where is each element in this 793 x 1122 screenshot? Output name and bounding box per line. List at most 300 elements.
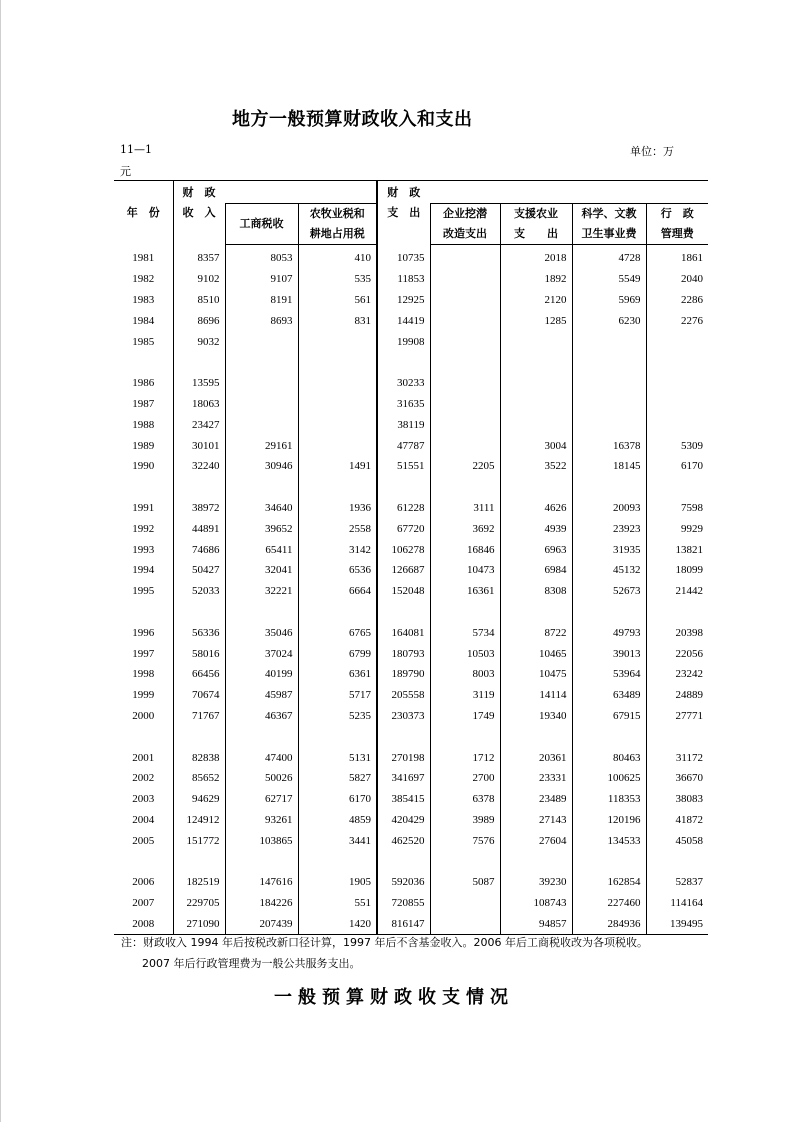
spacer-cell xyxy=(173,352,225,373)
cell-revenue: 32240 xyxy=(173,456,225,477)
cell-enterprise: 3111 xyxy=(430,498,500,519)
spacer-cell xyxy=(572,352,646,373)
table-row xyxy=(114,768,708,789)
cell-year: 2005 xyxy=(132,834,155,847)
spacer-cell xyxy=(572,726,646,747)
cell-science: 53964 xyxy=(572,664,646,685)
cell-expenditure: 51551 xyxy=(377,456,430,477)
cell-year: 1995 xyxy=(132,585,155,598)
spacer-cell xyxy=(430,602,500,623)
header-revenue-group-spacer xyxy=(225,181,298,204)
cell-science: 284936 xyxy=(572,914,646,935)
cell-expenditure: 31635 xyxy=(377,394,430,415)
cell-revenue: 50427 xyxy=(173,560,225,581)
cell-revenue: 23427 xyxy=(173,414,225,435)
cell-science xyxy=(572,414,646,435)
revenue-expenditure-table xyxy=(114,180,708,935)
cell-science: 39013 xyxy=(572,643,646,664)
cell-expenditure: 816147 xyxy=(377,914,430,935)
cell-expenditure: 164081 xyxy=(377,622,430,643)
cell-business-tax xyxy=(225,331,298,352)
cell-agriculture: 23489 xyxy=(500,789,572,810)
cell-year: 2007 xyxy=(132,897,155,910)
cell-business-tax: 32221 xyxy=(225,581,298,602)
cell-year: 1985 xyxy=(132,335,155,348)
table-row xyxy=(114,331,708,352)
cell-science xyxy=(572,373,646,394)
cell-expenditure: 189790 xyxy=(377,664,430,685)
cell-agriculture: 3522 xyxy=(500,456,572,477)
cell-admin: 45058 xyxy=(646,830,708,851)
cell-science: 67915 xyxy=(572,706,646,727)
cell-business-tax: 29161 xyxy=(225,435,298,456)
cell-expenditure: 126687 xyxy=(377,560,430,581)
cell-admin: 7598 xyxy=(646,498,708,519)
cell-revenue: 70674 xyxy=(173,685,225,706)
cell-enterprise: 5734 xyxy=(430,622,500,643)
cell-agri-tax: 551 xyxy=(298,893,377,914)
cell-science: 120196 xyxy=(572,810,646,831)
cell-enterprise xyxy=(430,394,500,415)
cell-revenue: 56336 xyxy=(173,622,225,643)
cell-enterprise xyxy=(430,414,500,435)
spacer-row xyxy=(114,726,708,747)
cell-science: 5969 xyxy=(572,290,646,311)
table-row xyxy=(114,643,708,664)
page-title: 地方一般预算财政收入和支出 xyxy=(232,109,473,130)
spacer-cell xyxy=(298,726,377,747)
cell-admin: 27771 xyxy=(646,706,708,727)
spacer-cell xyxy=(173,726,225,747)
table-number: 11—1 xyxy=(120,143,152,156)
cell-agriculture xyxy=(500,414,572,435)
cell-agri-tax xyxy=(298,435,377,456)
cell-agri-tax: 3441 xyxy=(298,830,377,851)
cell-agriculture: 6984 xyxy=(500,560,572,581)
spacer-cell xyxy=(114,352,173,373)
header-expenditure-group-spacer-3 xyxy=(572,181,646,204)
cell-revenue: 44891 xyxy=(173,518,225,539)
cell-expenditure: 205558 xyxy=(377,685,430,706)
spacer-cell xyxy=(114,602,173,623)
cell-agri-tax: 3142 xyxy=(298,539,377,560)
table-row xyxy=(114,498,708,519)
cell-agri-tax: 561 xyxy=(298,290,377,311)
cell-admin: 23242 xyxy=(646,664,708,685)
spacer-cell xyxy=(173,477,225,498)
cell-agri-tax: 6765 xyxy=(298,622,377,643)
cell-enterprise xyxy=(430,893,500,914)
cell-admin xyxy=(646,394,708,415)
cell-business-tax: 37024 xyxy=(225,643,298,664)
cell-agriculture: 23331 xyxy=(500,768,572,789)
table-row xyxy=(114,245,708,269)
spacer-cell xyxy=(298,352,377,373)
cell-agriculture: 94857 xyxy=(500,914,572,935)
cell-enterprise: 6378 xyxy=(430,789,500,810)
cell-admin: 20398 xyxy=(646,622,708,643)
cell-year: 1999 xyxy=(132,689,155,702)
table-row xyxy=(114,414,708,435)
cell-enterprise xyxy=(430,269,500,290)
spacer-cell xyxy=(298,851,377,872)
cell-revenue: 229705 xyxy=(173,893,225,914)
cell-science: 227460 xyxy=(572,893,646,914)
cell-agri-tax xyxy=(298,331,377,352)
header-expenditure-group-spacer-2 xyxy=(500,181,572,204)
cell-year: 1983 xyxy=(132,293,155,306)
cell-year: 1992 xyxy=(132,522,155,535)
cell-agri-tax: 6664 xyxy=(298,581,377,602)
cell-enterprise: 3989 xyxy=(430,810,500,831)
cell-science: 80463 xyxy=(572,747,646,768)
header-revenue: 财 政 收 入 xyxy=(173,181,225,245)
cell-business-tax xyxy=(225,394,298,415)
cell-enterprise: 16361 xyxy=(430,581,500,602)
cell-business-tax: 147616 xyxy=(225,872,298,893)
header-agri-tax: 农牧业税和 耕地占用税 xyxy=(298,204,377,245)
cell-agri-tax: 1905 xyxy=(298,872,377,893)
cell-enterprise: 2700 xyxy=(430,768,500,789)
cell-business-tax: 32041 xyxy=(225,560,298,581)
cell-revenue: 9102 xyxy=(173,269,225,290)
spacer-cell xyxy=(500,477,572,498)
table-row xyxy=(114,914,708,935)
cell-revenue: 94629 xyxy=(173,789,225,810)
cell-expenditure: 11853 xyxy=(377,269,430,290)
header-enterprise: 企业挖潜 改造支出 xyxy=(430,204,500,245)
cell-admin: 41872 xyxy=(646,810,708,831)
spacer-cell xyxy=(500,851,572,872)
cell-expenditure: 341697 xyxy=(377,768,430,789)
cell-enterprise: 1749 xyxy=(430,706,500,727)
table-row xyxy=(114,685,708,706)
spacer-cell xyxy=(114,726,173,747)
cell-agriculture xyxy=(500,373,572,394)
cell-agriculture: 14114 xyxy=(500,685,572,706)
spacer-cell xyxy=(646,352,708,373)
cell-business-tax: 93261 xyxy=(225,810,298,831)
cell-revenue: 74686 xyxy=(173,539,225,560)
cell-agri-tax xyxy=(298,373,377,394)
header-year: 年 份 xyxy=(126,205,160,219)
spacer-cell xyxy=(114,851,173,872)
cell-science: 4728 xyxy=(572,245,646,269)
cell-revenue: 9032 xyxy=(173,331,225,352)
cell-enterprise xyxy=(430,435,500,456)
cell-year: 1981 xyxy=(132,252,155,265)
cell-agriculture: 19340 xyxy=(500,706,572,727)
cell-business-tax: 45987 xyxy=(225,685,298,706)
cell-year: 1998 xyxy=(132,668,155,681)
cell-year: 1987 xyxy=(132,397,155,410)
spacer-cell xyxy=(377,726,430,747)
spacer-cell xyxy=(225,726,298,747)
cell-agriculture: 39230 xyxy=(500,872,572,893)
cell-agri-tax: 1491 xyxy=(298,456,377,477)
cell-admin: 2276 xyxy=(646,310,708,331)
cell-agriculture: 2018 xyxy=(500,245,572,269)
cell-science: 100625 xyxy=(572,768,646,789)
table-row xyxy=(114,581,708,602)
cell-agriculture: 6963 xyxy=(500,539,572,560)
page-edge xyxy=(0,0,1,1122)
spacer-row xyxy=(114,851,708,872)
table-unit-suffix: 元 xyxy=(120,165,131,178)
cell-science: 5549 xyxy=(572,269,646,290)
header-revenue-group-spacer-2 xyxy=(298,181,377,204)
cell-agri-tax: 6536 xyxy=(298,560,377,581)
table-row xyxy=(114,518,708,539)
cell-enterprise xyxy=(430,310,500,331)
table-row xyxy=(114,560,708,581)
cell-enterprise xyxy=(430,290,500,311)
cell-admin xyxy=(646,331,708,352)
cell-enterprise: 1712 xyxy=(430,747,500,768)
cell-admin: 1861 xyxy=(646,245,708,269)
cell-revenue: 271090 xyxy=(173,914,225,935)
cell-revenue: 18063 xyxy=(173,394,225,415)
cell-revenue: 8696 xyxy=(173,310,225,331)
cell-admin: 52837 xyxy=(646,872,708,893)
cell-business-tax: 39652 xyxy=(225,518,298,539)
cell-business-tax: 40199 xyxy=(225,664,298,685)
cell-agri-tax: 2558 xyxy=(298,518,377,539)
spacer-cell xyxy=(500,602,572,623)
table-row xyxy=(114,290,708,311)
cell-science: 23923 xyxy=(572,518,646,539)
cell-year: 2000 xyxy=(132,709,155,722)
table-row xyxy=(114,830,708,851)
cell-business-tax: 9107 xyxy=(225,269,298,290)
cell-admin: 24889 xyxy=(646,685,708,706)
spacer-cell xyxy=(298,602,377,623)
spacer-cell xyxy=(173,851,225,872)
spacer-cell xyxy=(646,602,708,623)
cell-expenditure: 30233 xyxy=(377,373,430,394)
cell-admin: 139495 xyxy=(646,914,708,935)
cell-admin: 9929 xyxy=(646,518,708,539)
cell-agriculture: 8722 xyxy=(500,622,572,643)
footnote-line-1: 注：财政收入 1994 年后按税改新口径计算，1997 年后不含基金收入。2006 年后工商税收改为各项税收。 xyxy=(121,936,648,949)
spacer-cell xyxy=(572,477,646,498)
cell-agri-tax: 6361 xyxy=(298,664,377,685)
cell-expenditure: 47787 xyxy=(377,435,430,456)
cell-enterprise: 7576 xyxy=(430,830,500,851)
cell-enterprise: 8003 xyxy=(430,664,500,685)
spacer-cell xyxy=(430,726,500,747)
spacer-cell xyxy=(377,602,430,623)
cell-year: 2003 xyxy=(132,793,155,806)
table-row xyxy=(114,310,708,331)
cell-science: 16378 xyxy=(572,435,646,456)
table-row xyxy=(114,872,708,893)
cell-business-tax: 103865 xyxy=(225,830,298,851)
table-row xyxy=(114,269,708,290)
cell-science: 31935 xyxy=(572,539,646,560)
cell-revenue: 58016 xyxy=(173,643,225,664)
cell-year: 1989 xyxy=(132,439,155,452)
cell-science: 49793 xyxy=(572,622,646,643)
cell-admin: 114164 xyxy=(646,893,708,914)
cell-expenditure: 180793 xyxy=(377,643,430,664)
cell-enterprise: 3119 xyxy=(430,685,500,706)
table-row xyxy=(114,394,708,415)
cell-business-tax: 46367 xyxy=(225,706,298,727)
cell-science: 20093 xyxy=(572,498,646,519)
cell-admin: 22056 xyxy=(646,643,708,664)
cell-expenditure: 385415 xyxy=(377,789,430,810)
cell-agri-tax: 6170 xyxy=(298,789,377,810)
spacer-cell xyxy=(572,851,646,872)
cell-year: 2004 xyxy=(132,813,155,826)
cell-science: 18145 xyxy=(572,456,646,477)
cell-revenue: 8510 xyxy=(173,290,225,311)
cell-business-tax: 65411 xyxy=(225,539,298,560)
cell-year: 2008 xyxy=(114,914,173,935)
cell-expenditure: 106278 xyxy=(377,539,430,560)
cell-agriculture: 3004 xyxy=(500,435,572,456)
header-expenditure-group-spacer xyxy=(430,181,500,204)
cell-science: 63489 xyxy=(572,685,646,706)
cell-revenue: 13595 xyxy=(173,373,225,394)
cell-revenue: 30101 xyxy=(173,435,225,456)
cell-agriculture: 4626 xyxy=(500,498,572,519)
spacer-cell xyxy=(646,477,708,498)
cell-business-tax: 8693 xyxy=(225,310,298,331)
cell-science xyxy=(572,331,646,352)
cell-admin: 2040 xyxy=(646,269,708,290)
cell-expenditure: 420429 xyxy=(377,810,430,831)
cell-agriculture: 2120 xyxy=(500,290,572,311)
table-row xyxy=(114,810,708,831)
spacer-cell xyxy=(646,726,708,747)
spacer-row xyxy=(114,352,708,373)
header-business-tax: 工商税收 xyxy=(225,204,298,245)
cell-expenditure: 152048 xyxy=(377,581,430,602)
cell-agriculture: 20361 xyxy=(500,747,572,768)
cell-revenue: 82838 xyxy=(173,747,225,768)
cell-agri-tax xyxy=(298,394,377,415)
cell-agri-tax: 4859 xyxy=(298,810,377,831)
cell-business-tax: 8191 xyxy=(225,290,298,311)
cell-agri-tax: 1420 xyxy=(298,914,377,935)
spacer-cell xyxy=(173,602,225,623)
cell-year: 2002 xyxy=(132,772,155,785)
cell-expenditure: 270198 xyxy=(377,747,430,768)
cell-revenue: 66456 xyxy=(173,664,225,685)
cell-expenditure: 12925 xyxy=(377,290,430,311)
spacer-cell xyxy=(225,851,298,872)
cell-agri-tax: 831 xyxy=(298,310,377,331)
cell-enterprise: 3692 xyxy=(430,518,500,539)
spacer-cell xyxy=(377,477,430,498)
header-expenditure-group-spacer-4 xyxy=(646,181,708,204)
cell-business-tax xyxy=(225,414,298,435)
cell-year: 2001 xyxy=(132,751,155,764)
cell-enterprise xyxy=(430,914,500,935)
cell-admin: 13821 xyxy=(646,539,708,560)
cell-expenditure: 10735 xyxy=(377,245,430,269)
cell-revenue: 151772 xyxy=(173,830,225,851)
cell-science: 52673 xyxy=(572,581,646,602)
spacer-cell xyxy=(646,851,708,872)
table-row xyxy=(114,435,708,456)
spacer-cell xyxy=(225,602,298,623)
cell-expenditure: 19908 xyxy=(377,331,430,352)
cell-expenditure: 14419 xyxy=(377,310,430,331)
cell-revenue: 71767 xyxy=(173,706,225,727)
cell-business-tax: 207439 xyxy=(225,914,298,935)
cell-science: 162854 xyxy=(572,872,646,893)
cell-year: 1988 xyxy=(132,418,155,431)
cell-admin: 2286 xyxy=(646,290,708,311)
cell-agriculture: 1285 xyxy=(500,310,572,331)
cell-admin: 21442 xyxy=(646,581,708,602)
cell-science: 118353 xyxy=(572,789,646,810)
cell-expenditure: 720855 xyxy=(377,893,430,914)
cell-agriculture: 27604 xyxy=(500,830,572,851)
header-science: 科学、文教 卫生事业费 xyxy=(572,204,646,245)
cell-year: 1982 xyxy=(132,273,155,286)
cell-business-tax: 47400 xyxy=(225,747,298,768)
cell-revenue: 38972 xyxy=(173,498,225,519)
cell-year: 1994 xyxy=(132,564,155,577)
cell-agri-tax xyxy=(298,414,377,435)
cell-agri-tax: 1936 xyxy=(298,498,377,519)
cell-science: 45132 xyxy=(572,560,646,581)
cell-year: 1984 xyxy=(132,314,155,327)
cell-year: 1993 xyxy=(132,543,155,556)
cell-admin xyxy=(646,414,708,435)
cell-enterprise xyxy=(430,331,500,352)
cell-expenditure: 61228 xyxy=(377,498,430,519)
cell-agriculture: 4939 xyxy=(500,518,572,539)
cell-enterprise: 16846 xyxy=(430,539,500,560)
unit-label: 单位：万 xyxy=(630,145,674,158)
spacer-cell xyxy=(430,851,500,872)
spacer-cell xyxy=(377,851,430,872)
cell-agriculture: 1892 xyxy=(500,269,572,290)
table-row xyxy=(114,456,708,477)
cell-enterprise: 10473 xyxy=(430,560,500,581)
cell-science: 6230 xyxy=(572,310,646,331)
spacer-cell xyxy=(500,352,572,373)
spacer-cell xyxy=(225,352,298,373)
cell-agriculture: 10475 xyxy=(500,664,572,685)
cell-admin: 18099 xyxy=(646,560,708,581)
cell-enterprise: 10503 xyxy=(430,643,500,664)
cell-revenue: 85652 xyxy=(173,768,225,789)
cell-agriculture: 10465 xyxy=(500,643,572,664)
cell-expenditure: 230373 xyxy=(377,706,430,727)
spacer-row xyxy=(114,602,708,623)
cell-business-tax: 35046 xyxy=(225,622,298,643)
cell-business-tax xyxy=(225,373,298,394)
cell-admin xyxy=(646,373,708,394)
cell-agri-tax: 5131 xyxy=(298,747,377,768)
spacer-cell xyxy=(114,477,173,498)
table-row xyxy=(114,706,708,727)
spacer-cell xyxy=(377,352,430,373)
cell-agri-tax: 410 xyxy=(298,245,377,269)
cell-agri-tax: 5827 xyxy=(298,768,377,789)
cell-revenue: 52033 xyxy=(173,581,225,602)
table-body xyxy=(114,245,708,935)
cell-admin: 36670 xyxy=(646,768,708,789)
cell-year: 1996 xyxy=(132,626,155,639)
cell-year: 2006 xyxy=(132,876,155,889)
